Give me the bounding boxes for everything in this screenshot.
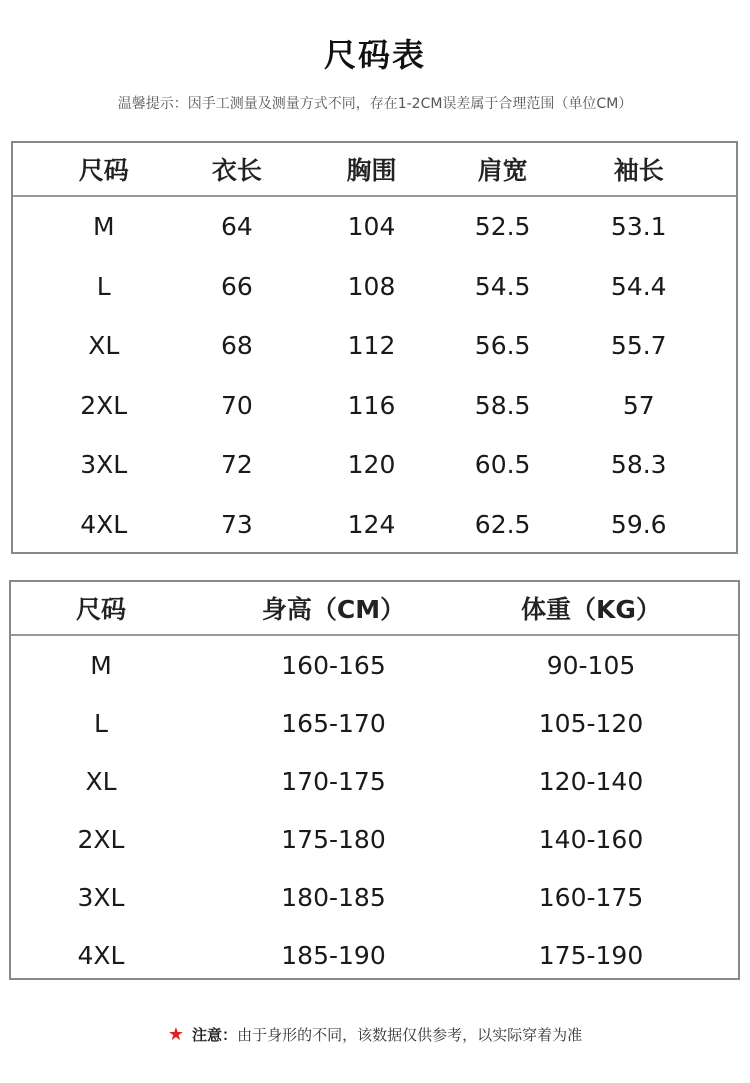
cell-height: 165-170 [281, 708, 386, 738]
cell-chest: 108 [347, 271, 396, 301]
cell-height: 185-190 [281, 940, 386, 970]
table-row [13, 495, 736, 555]
cell-sleeve: 57 [622, 390, 655, 420]
measurement-tip: 温馨提示：因手工测量及测量方式不同，存在1-2CM误差属于合理范围（单位CM） [117, 96, 633, 112]
table-row [13, 435, 736, 495]
cell-sleeve: 58.3 [610, 450, 667, 480]
header-sleeve: 袖长 [613, 156, 664, 185]
disclaimer-note [0, 1024, 750, 1045]
cell-size: 4XL [80, 509, 128, 539]
table-row [11, 868, 738, 926]
cell-size: M [92, 212, 115, 242]
header-size: 尺码 [78, 156, 129, 185]
cell-size: 2XL [80, 390, 128, 420]
cell-length: 66 [220, 271, 253, 301]
header-weight: 体重（KG） [521, 595, 661, 624]
table-row [13, 197, 736, 257]
cell-chest: 124 [347, 509, 396, 539]
table-header [13, 143, 736, 197]
cell-chest: 116 [347, 390, 396, 420]
header-size: 尺码 [75, 595, 126, 624]
table-row [11, 926, 738, 984]
cell-weight: 120-140 [538, 766, 644, 796]
cell-chest: 120 [347, 450, 396, 480]
cell-length: 73 [220, 509, 253, 539]
header-shoulder: 肩宽 [477, 156, 528, 185]
table-row [13, 316, 736, 376]
cell-size: 3XL [77, 882, 125, 912]
table-row [11, 752, 738, 810]
header-chest: 胸围 [346, 156, 397, 185]
cell-weight: 175-190 [538, 940, 644, 970]
cell-chest: 104 [347, 212, 396, 242]
star-icon: ★ [167, 1024, 185, 1045]
page-title: 尺码表 [323, 36, 426, 74]
cell-length: 68 [220, 331, 253, 361]
cell-weight: 90-105 [546, 650, 636, 680]
cell-shoulder: 62.5 [474, 509, 531, 539]
cell-height: 170-175 [281, 766, 386, 796]
table-row [11, 636, 738, 694]
cell-height: 160-165 [281, 650, 386, 680]
cell-sleeve: 55.7 [610, 331, 667, 361]
cell-length: 70 [220, 390, 253, 420]
cell-weight: 105-120 [538, 708, 644, 738]
size-measurement-table [11, 141, 738, 554]
cell-height: 180-185 [281, 882, 386, 912]
cell-shoulder: 58.5 [474, 390, 531, 420]
table-row [11, 810, 738, 868]
height-weight-table [9, 580, 740, 980]
cell-sleeve: 53.1 [610, 212, 667, 242]
table-header [11, 582, 738, 636]
cell-shoulder: 56.5 [474, 331, 531, 361]
table-row [11, 694, 738, 752]
cell-size: L [94, 708, 108, 738]
cell-size: XL [85, 766, 117, 796]
cell-size: 2XL [77, 824, 125, 854]
cell-chest: 112 [347, 331, 396, 361]
cell-length: 72 [220, 450, 253, 480]
cell-shoulder: 60.5 [474, 450, 531, 480]
cell-size: XL [88, 331, 120, 361]
table-row [13, 257, 736, 317]
header-length: 衣长 [211, 156, 262, 185]
cell-size: L [96, 271, 111, 301]
note-text: 由于身形的不同，该数据仅供参考，以实际穿着为准 [237, 1026, 583, 1044]
header-height: 身高（CM） [261, 595, 406, 624]
table-row [13, 376, 736, 436]
note-label: 注意： [192, 1026, 238, 1044]
cell-shoulder: 52.5 [474, 212, 531, 242]
cell-weight: 140-160 [538, 824, 644, 854]
cell-size: M [90, 650, 112, 680]
cell-sleeve: 59.6 [610, 509, 667, 539]
cell-height: 175-180 [281, 824, 386, 854]
cell-length: 64 [220, 212, 253, 242]
cell-size: 4XL [77, 940, 125, 970]
cell-size: 3XL [80, 450, 128, 480]
cell-weight: 160-175 [538, 882, 644, 912]
cell-sleeve: 54.4 [610, 271, 667, 301]
cell-shoulder: 54.5 [474, 271, 531, 301]
